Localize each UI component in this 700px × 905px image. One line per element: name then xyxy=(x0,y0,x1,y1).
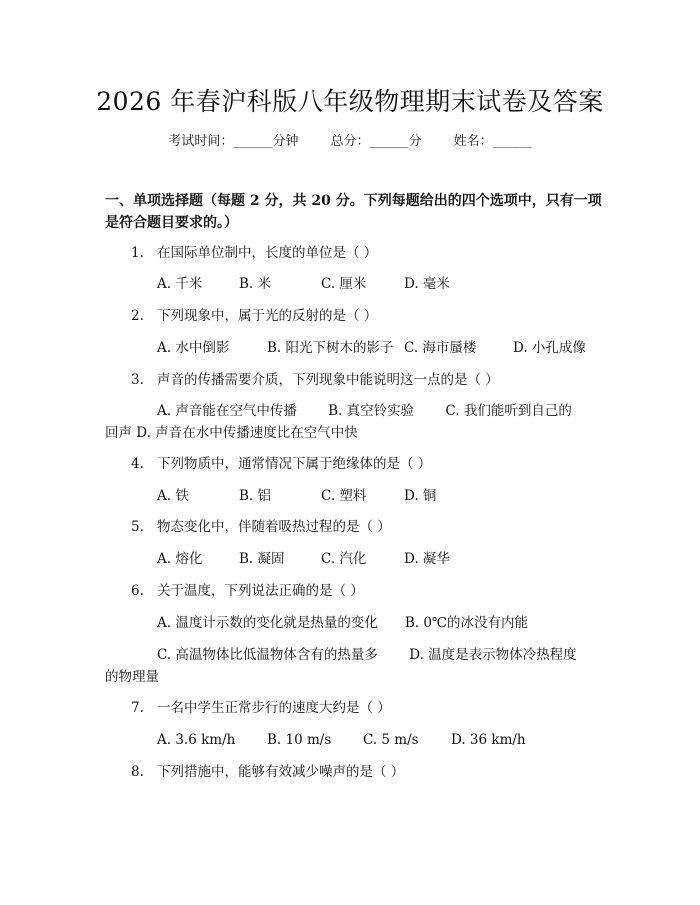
option-b: B. 米 xyxy=(239,276,272,292)
option-d: D. 毫米 xyxy=(404,276,450,292)
options-text: A. 声音能在空气中传播 B. 真空铃实验 C. 我们能听到自己的 xyxy=(157,403,572,419)
question-4 xyxy=(105,453,605,475)
option-b: B. 阳光下树木的影子 xyxy=(267,340,394,356)
exam-total-score: 总分：______分 xyxy=(330,134,422,149)
options-text: A. 温度计示数的变化就是热量的变化 B. 0℃的冰没有内能 xyxy=(157,615,529,631)
option-c: C. 塑料 xyxy=(321,488,367,504)
question-number: 2. xyxy=(131,308,144,324)
options-text: C. 高温物体比低温物体含有的热量多 D. 温度是表示物体冷热程度 xyxy=(157,647,577,663)
question-text: 下列现象中，属于光的反射的是（ ） xyxy=(157,308,378,324)
option-c: C. 海市蜃楼 xyxy=(404,340,477,356)
option-a: A. 3.6 km/h xyxy=(157,732,236,748)
question-number: 4. xyxy=(131,456,144,472)
question-text: 一名中学生正常步行的速度大约是（ ） xyxy=(157,700,391,716)
question-6 xyxy=(105,580,605,602)
option-b: B. 10 m/s xyxy=(267,732,332,748)
question-text: 下列措施中，能够有效减少噪声的是（ ） xyxy=(157,764,405,780)
question-5 xyxy=(105,516,605,538)
options-text: 的物理量 xyxy=(105,669,159,685)
question-number: 7. xyxy=(131,700,144,716)
question-1 xyxy=(105,242,605,264)
option-d: D. 铜 xyxy=(404,488,437,504)
exam-meta xyxy=(0,130,700,149)
question-text: 下列物质中，通常情况下属于绝缘体的是（ ） xyxy=(157,456,432,472)
section-heading: 一、单项选择题（每题 2 分，共 20 分。下列每题给出的四个选项中，只有一项是符合题目要求的。） xyxy=(105,193,602,231)
option-d: D. 凝华 xyxy=(404,551,450,567)
question-number: 3. xyxy=(131,372,144,388)
option-a: A. 水中倒影 xyxy=(157,340,230,356)
option-a: A. 熔化 xyxy=(157,551,203,567)
options-3-line-1 xyxy=(105,400,595,422)
options-text: 回声 D. 声音在水中传播速度比在空气中快 xyxy=(105,425,358,441)
question-text: 声音的传播需要介质，下列现象中能说明这一点的是（ ） xyxy=(157,372,499,388)
options-6-line-1 xyxy=(105,612,595,634)
option-a: A. 铁 xyxy=(157,488,189,504)
question-text: 关于温度，下列说法正确的是（ ） xyxy=(157,583,364,599)
option-b: B. 铝 xyxy=(239,488,272,504)
student-name: 姓名：______ xyxy=(453,134,532,149)
options-3-line-2 xyxy=(105,422,595,444)
exam-time: 考试时间：______分钟 xyxy=(168,134,299,149)
options-6-line-3 xyxy=(105,666,595,688)
option-c: C. 汽化 xyxy=(321,551,367,567)
question-text: 物态变化中，伴随着吸热过程的是（ ） xyxy=(157,519,391,535)
option-d: D. 小孔成像 xyxy=(513,340,586,356)
option-c: C. 厘米 xyxy=(321,276,367,292)
question-text: 在国际单位制中，长度的单位是（ ） xyxy=(157,245,378,261)
question-number: 1. xyxy=(131,245,144,261)
question-7 xyxy=(105,697,605,719)
question-number: 6. xyxy=(131,583,144,599)
option-a: A. 千米 xyxy=(157,276,203,292)
option-b: B. 凝固 xyxy=(239,551,285,567)
option-d: D. 36 km/h xyxy=(451,732,526,748)
page-title: 2026 年春沪科版八年级物理期末试卷及答案 xyxy=(96,87,604,116)
question-3 xyxy=(105,369,605,391)
options-6-line-2 xyxy=(105,644,595,666)
question-number: 8. xyxy=(131,764,144,780)
option-c: C. 5 m/s xyxy=(363,732,419,748)
question-2 xyxy=(105,305,605,327)
question-number: 5. xyxy=(131,519,144,535)
question-8 xyxy=(105,761,605,783)
